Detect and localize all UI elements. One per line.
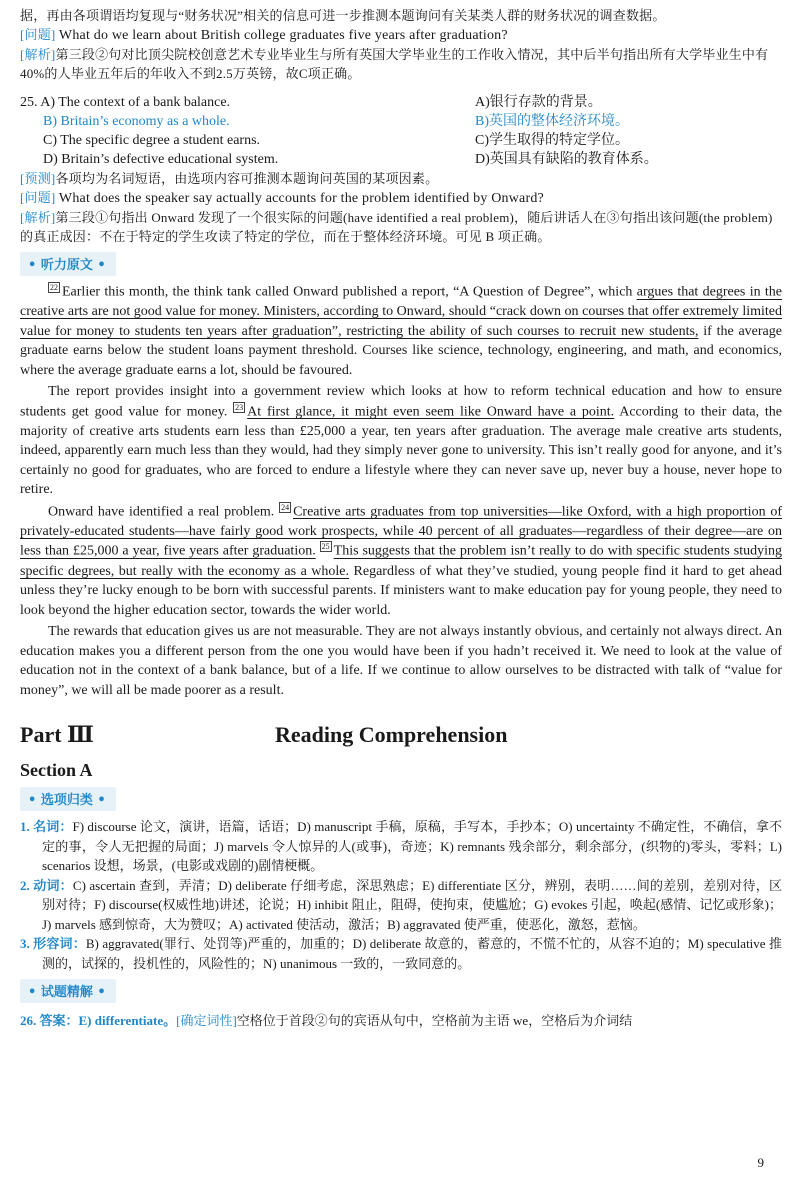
- predict-tag: [预测]: [20, 171, 56, 186]
- q25-option-a-cn: A)银行存款的背景。: [475, 95, 602, 110]
- q25-predict-text: 各项均为名词短语，由选项内容可推测本题询问英国的某项因素。: [55, 171, 439, 186]
- q25-option-d-cn: D)英国具有缺陷的教育体系。: [475, 152, 658, 167]
- question-marker-22: 22: [50, 283, 58, 292]
- passage-paragraph-4: The rewards that education gives us are not measurable. They are not always instantly obvious, and certainly not always direct. An education makes you a different person from the one you would have been if you hadn’t received it. We need to look at the value of education not in the context of a bank balance, but of a life. If we continue to allow ourselves to be distracted with talk of “value for money”, we will all be made poorer as a result.: [20, 624, 782, 698]
- q25-option-b-cn: B)英国的整体经济环境。: [475, 114, 629, 129]
- q25-option-a-en: 25. A) The context of a bank balance.: [20, 95, 231, 110]
- q25-analysis: [20, 208, 782, 246]
- analysis-tag: [解析]: [20, 47, 56, 62]
- q25-option-c-cn: C)学生取得的特定学位。: [475, 133, 629, 148]
- intro-line: 据，再由各项谓语均复现与“财务状况”相关的信息可进一步推测本题询问有关某类人群的财务状况的调查数据。: [20, 8, 666, 23]
- vocab-verbs: 2. 动词：C) ascertain 查到，弄清；D) deliberate 仔细考虑，深思熟虑；E) differentiate 区分，辨别，表明……间的差别，差别对待，区别对待；F) discourse(权威性地)讲述，论说；H) inhibit 阻止，阻碍，使拘束，使尴尬；G) evokes 引起，唤起(感情、记忆或形象)；J) marvels 感到惊奇，大为赞叹；A) activated 使活动，激活；B) aggravated 使严重，使恶化，激怒，惹恼。: [20, 877, 782, 932]
- question-tag: [问题]: [20, 190, 56, 205]
- precise-label: • 试题精解 •: [20, 979, 116, 1003]
- passage-paragraph-2: The report provides insight into a government review which looks at how to reform technical education and how to ensure students get good value for money. 23 At first glance, it might even seem like Onward have a point. According to their data, the majority of creative arts students earn less than £25,000 a year, ten years after graduation. The average male creative arts students, indeed, apparently earn much less than they would, had they simply never gone to university. This isn’t really good for anyone, and it’s certainly no good for graduates, who are forced to endure a lifestyle where they can never save up, never buy a house, never hope to retire.: [20, 384, 782, 498]
- q24-question-text: What do we learn about British college graduates five years after graduation?: [58, 28, 508, 43]
- q25-analysis-text: 第三段①句指出 Onward 发现了一个很实际的问题(have identified a real problem)，随后讲话人在③句指出该问题(the problem)的真正成因：不在于特定的学生攻读了特定的学位，而在于整体经济环境。可见 B 项正确。: [20, 210, 773, 244]
- part-header: [20, 722, 782, 750]
- analysis-tag: [解析]: [20, 210, 56, 225]
- vocab-adjectives: 3. 形容词：B) aggravated(罪行、处罚等)严重的，加重的；D) deliberate 故意的，蓄意的，不慌不忙的，从容不迫的；M) speculative 推测的，试探的，投机性的，风险性的；N) unanimous 一致的，一致同意的。: [20, 936, 782, 971]
- q24-analysis-text: 第三段②句对比顶尖院校创意艺术专业毕业生与所有英国大学毕业生的工作收入情况，其中后半句指出所有大学毕业生中有40%的人毕业五年后的年收入不到2.5万英镑，故C项正确。: [20, 47, 769, 81]
- classify-label: • 选项归类 •: [20, 787, 116, 811]
- q25-question: [20, 188, 782, 208]
- q26-answer: 26. 答案：E) differentiate。[确定词性]空格位于首段②句的宾语从句中，空格前为主语 we，空格后为介词结: [20, 1013, 633, 1029]
- passage-paragraph-3: Onward have identified a real problem. 24 Creative arts graduates from top universities—like Oxford, with a high proportion of privately-educated students—have fairly good work prospects, while 40 percent of all graduates—regardless of their degree—are on less than £25,000 a year, five years after graduation. 25 This suggests that the problem isn’t really to do with specific students studying specific degrees, but really with the economy as a whole. Regardless of what they’ve studied, young people find it hard to get ahead unless they’re lucky enough to be born with successful parents. If ministers want to make education pay for young people, they need to look beyond the higher education sector, towards the wider world.: [20, 502, 782, 618]
- part-title: Reading Comprehension: [275, 722, 508, 748]
- q25-option-d-en: D) Britain’s defective educational system.: [43, 152, 279, 167]
- q25-predict: [20, 169, 782, 188]
- part-label: Part Ⅲ: [20, 722, 94, 748]
- q25-option-b-en: B) Britain’s economy as a whole.: [43, 114, 230, 129]
- passage-paragraph-1: 22 Earlier this month, the think tank called Onward published a report, “A Question of Degree”, which argues that degrees in the creative arts are not good value for money. Ministers, according to Onward, should “crack down on courses that offer extremely limited value for money to students ten years after graduation”, restricting the ability of such courses to recruit new students, if the average graduate earns below the student loans payment threshold. Courses like science, technology, engineering, and math, and economics, where the average graduate earns a lot, should be favoured.: [20, 283, 782, 378]
- vocab-nouns: 1. 名词：F) discourse 论文，演讲，语篇，话语；D) manuscript 手稿，原稿，手写本，手抄本；O) uncertainty 不确定性，不确信，拿不定的事，令人无把握的局面；J) marvels 令人惊异的人(或事)，奇迹；K) remnants 残余部分，剩余部分，(织物的)零头，零料；L) scenarios 设想，场景，(电影或戏剧的)剧情梗概。: [20, 819, 782, 874]
- q25-options: [20, 93, 782, 169]
- q24-question: [20, 25, 782, 45]
- question-tag: [问题]: [20, 27, 56, 42]
- q25-option-c-en: C) The specific degree a student earns.: [43, 133, 261, 148]
- page: [20, 6, 782, 1030]
- question-marker-24: 24: [281, 502, 290, 512]
- section-title: Section A: [20, 760, 93, 781]
- question-marker-25: 25: [321, 542, 330, 552]
- question-marker-23: 23: [235, 402, 244, 412]
- listening-label: • 听力原文 •: [20, 252, 116, 276]
- q25-question-text: What does the speaker say actually accounts for the problem identified by Onward?: [58, 191, 544, 206]
- q24-analysis: [20, 45, 782, 83]
- page-number: 9: [757, 1155, 764, 1170]
